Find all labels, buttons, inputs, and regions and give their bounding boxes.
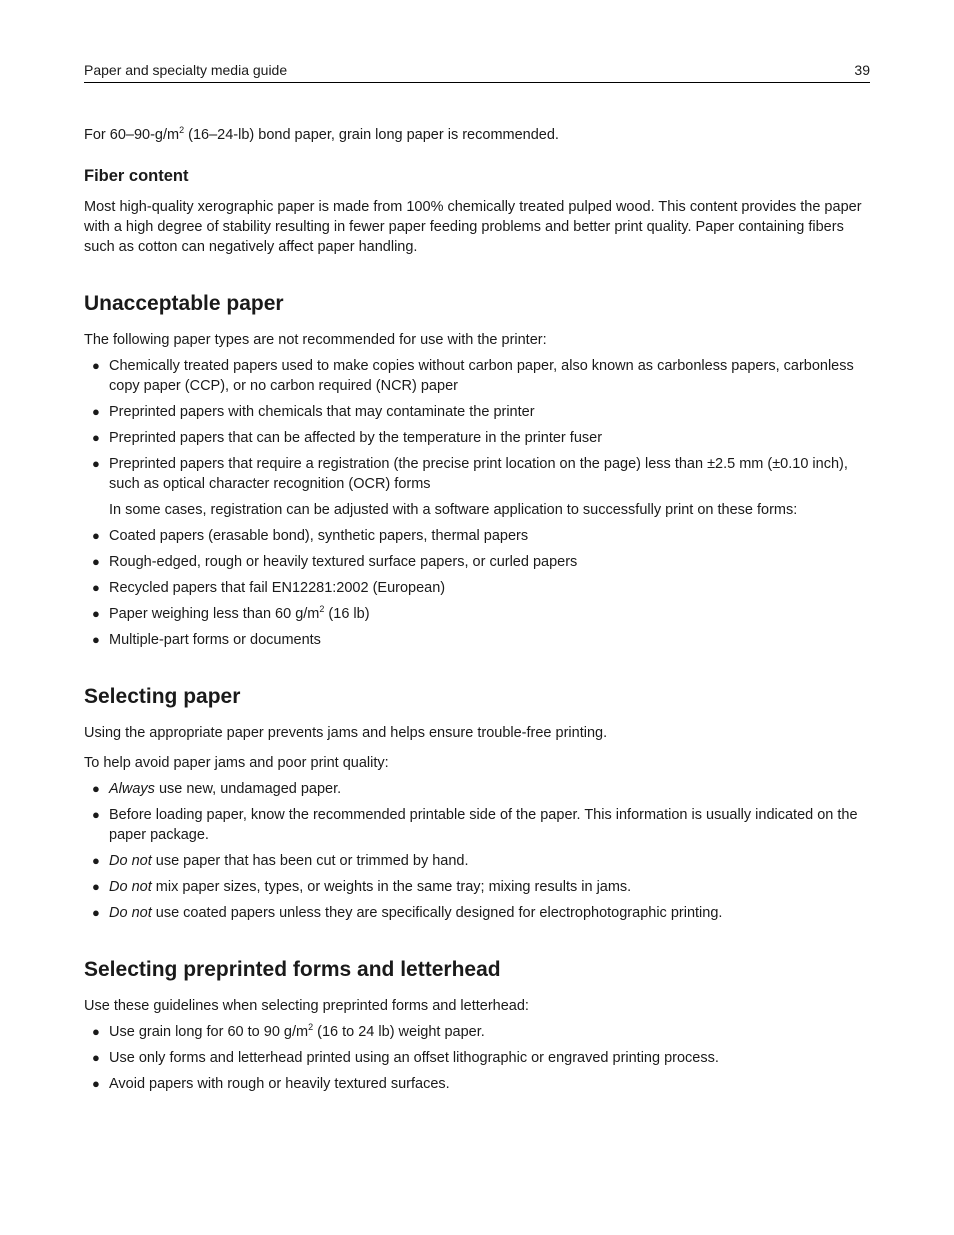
bullet-icon: ● bbox=[92, 879, 100, 894]
fiber-content-paragraph: Most high-quality xerographic paper is made from 100% chemically treated pulped wood. This content provides the paper with a high degree of stability resulting in fewer paper feeding problems and better print quality. Paper containing fibers such as cotton can negatively affect paper handling. bbox=[84, 199, 862, 255]
list-item: ● Recycled papers that fail EN12281:2002 (European) bbox=[92, 580, 446, 596]
list-item: ● Before loading paper, know the recommended printable side of the paper. This information is usually indicated on the paper package. bbox=[92, 807, 858, 843]
fiber-content-heading: Fiber content bbox=[84, 167, 189, 185]
bullet-icon: ● bbox=[92, 430, 100, 445]
unacceptable-list-continued bbox=[84, 526, 870, 650]
list-item: ● Rough-edged, rough or heavily textured surface papers, or curled papers bbox=[92, 554, 578, 570]
bullet-icon: ● bbox=[92, 1050, 100, 1065]
selecting-paragraph-2: To help avoid paper jams and poor print quality: bbox=[84, 755, 389, 771]
list-item: ● Coated papers (erasable bond), synthetic papers, thermal papers bbox=[92, 528, 529, 544]
list-item: ● Use only forms and letterhead printed using an offset lithographic or engraved printing process. bbox=[92, 1050, 719, 1066]
header-title: Paper and specialty media guide bbox=[84, 62, 288, 78]
bullet-icon: ● bbox=[92, 456, 100, 471]
selecting-list bbox=[84, 779, 870, 923]
page-header bbox=[84, 60, 870, 83]
bullet-icon: ● bbox=[92, 1076, 100, 1091]
bullet-icon: ● bbox=[92, 632, 100, 647]
unacceptable-intro: The following paper types are not recommended for use with the printer: bbox=[84, 332, 547, 348]
unacceptable-list bbox=[84, 356, 870, 494]
bullet-icon: ● bbox=[92, 528, 100, 543]
list-item: ● Do not use coated papers unless they are specifically designed for electrophotographic printing. bbox=[92, 905, 723, 921]
bullet-icon: ● bbox=[92, 807, 100, 822]
bullet-icon: ● bbox=[92, 853, 100, 868]
list-item: ● Preprinted papers that can be affected by the temperature in the printer fuser bbox=[92, 430, 603, 446]
intro-paragraph: For $60-90-g/m^2$ (16–24-lb) bond paper, grain long paper is recommended. bbox=[84, 125, 559, 143]
bullet-icon: ● bbox=[92, 606, 100, 621]
page-content bbox=[84, 125, 870, 1100]
preprinted-intro: Use these guidelines when selecting preprinted forms and letterhead: bbox=[84, 998, 529, 1014]
bullet-icon: ● bbox=[92, 554, 100, 569]
list-item: ● Do not mix paper sizes, types, or weights in the same tray; mixing results in jams. bbox=[92, 879, 632, 895]
list-item: ● Chemically treated papers used to make copies without carbon paper, also known as carbonless papers, carbonless copy paper (CCP), or no carbon required (NCR) paper bbox=[92, 358, 854, 394]
bullet-icon: ● bbox=[92, 404, 100, 419]
registration-note: In some cases, registration can be adjusted with a software application to successfully print on these forms: bbox=[109, 502, 798, 518]
unacceptable-paper-heading: Unacceptable paper bbox=[84, 292, 284, 315]
list-item: ● Avoid papers with rough or heavily textured surfaces. bbox=[92, 1076, 450, 1092]
list-item: ● Preprinted papers that require a registration (the precise print location on the page) less than ±2.5 mm (±0.10 inch), such as optical character recognition (OCR) forms bbox=[92, 456, 848, 492]
bullet-icon: ● bbox=[92, 358, 100, 373]
page-number: 39 bbox=[854, 62, 870, 78]
list-item: ● Always use new, undamaged paper. bbox=[92, 781, 342, 797]
list-item: ● Preprinted papers with chemicals that may contaminate the printer bbox=[92, 404, 535, 420]
selecting-paragraph-1: Using the appropriate paper prevents jams and helps ensure trouble-free printing. bbox=[84, 725, 608, 741]
bullet-icon: ● bbox=[92, 580, 100, 595]
list-item: ● Do not use paper that has been cut or trimmed by hand. bbox=[92, 853, 469, 869]
list-item: ● Multiple-part forms or documents bbox=[92, 632, 321, 648]
bullet-icon: ● bbox=[92, 781, 100, 796]
preprinted-list bbox=[84, 1022, 870, 1094]
bullet-icon: ● bbox=[92, 905, 100, 920]
preprinted-forms-heading: Selecting preprinted forms and letterhead bbox=[84, 958, 501, 981]
list-item: ● Use grain long for 60 to 90 $g/m^2$ (16 to 24 lb) weight paper. bbox=[92, 1022, 485, 1040]
bullet-icon: ● bbox=[92, 1024, 100, 1039]
selecting-paper-heading: Selecting paper bbox=[84, 685, 241, 708]
list-item: ● Paper weighing less than 60 $g/m^2$ (16 lb) bbox=[92, 604, 370, 622]
